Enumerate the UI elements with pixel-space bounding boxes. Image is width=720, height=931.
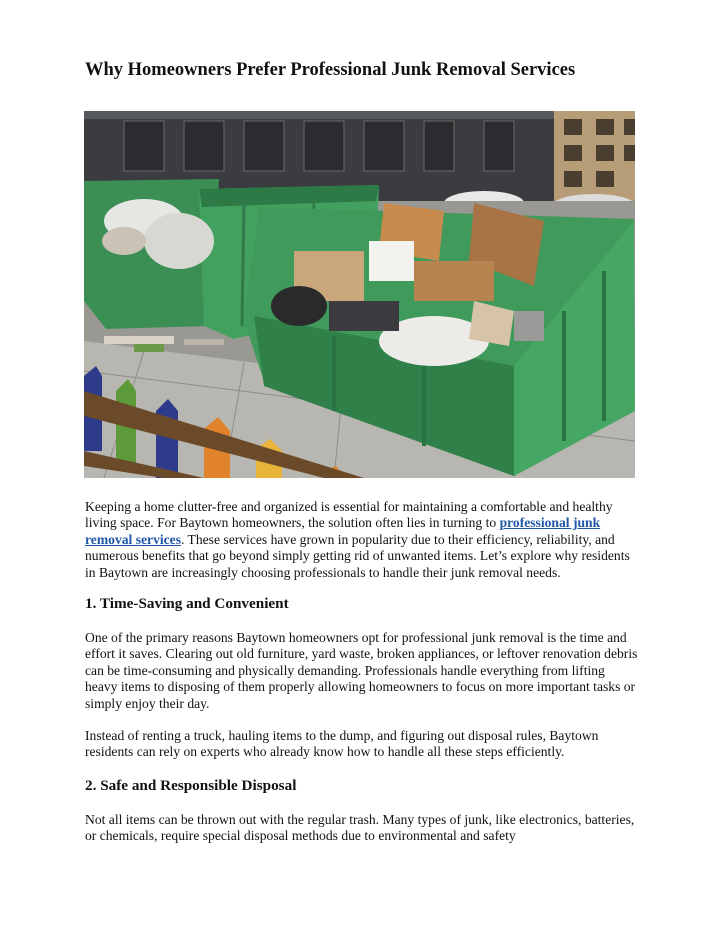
section-1-paragraph-1: One of the primary reasons Baytown homeowners opt for professional junk removal is the time and effort it saves. Clearing out old furniture, yard waste, broken appliances, or leftover renovation debris can be time-consuming and physically demanding. Professionals handle everything from lifting heavy items to disposing of them properly allowing homeowners to focus on more important tasks or simply enjoy their day. — [85, 630, 638, 711]
dumpsters-illustration — [84, 111, 635, 478]
section-heading-time-saving: 1. Time-Saving and Convenient — [85, 595, 289, 612]
section-1-paragraph-2: Instead of renting a truck, hauling items to the dump, and figuring out disposal rules, Baytown residents can rely on experts who already know how to handle all these steps efficiently. — [85, 728, 599, 760]
intro-text-after-link: . These services have grown in popularity due to their efficiency, reliability, and numerous benefits that go beyond simply getting rid of unwanted items. Let’s explore why residents in Baytown are increasingly choosing professionals to handle their junk removal needs. — [85, 531, 630, 580]
article-title: Why Homeowners Prefer Professional Junk Removal Services — [85, 60, 576, 80]
hero-photo-dumpsters — [84, 111, 635, 478]
section-2-paragraph-1: Not all items can be thrown out with the regular trash. Many types of junk, like electronics, batteries, or chemicals, require special disposal methods due to environmental and safety — [85, 812, 635, 844]
professional-junk-removal-link[interactable]: professional junk removal services — [85, 515, 601, 547]
intro-text-before-link: Keeping a home clutter-free and organized is essential for maintaining a comfortable and healthy living space. For Baytown homeowners, the solution often lies in turning to — [85, 499, 613, 531]
intro-paragraph — [85, 499, 640, 581]
section-heading-safe-disposal: 2. Safe and Responsible Disposal — [85, 777, 297, 794]
